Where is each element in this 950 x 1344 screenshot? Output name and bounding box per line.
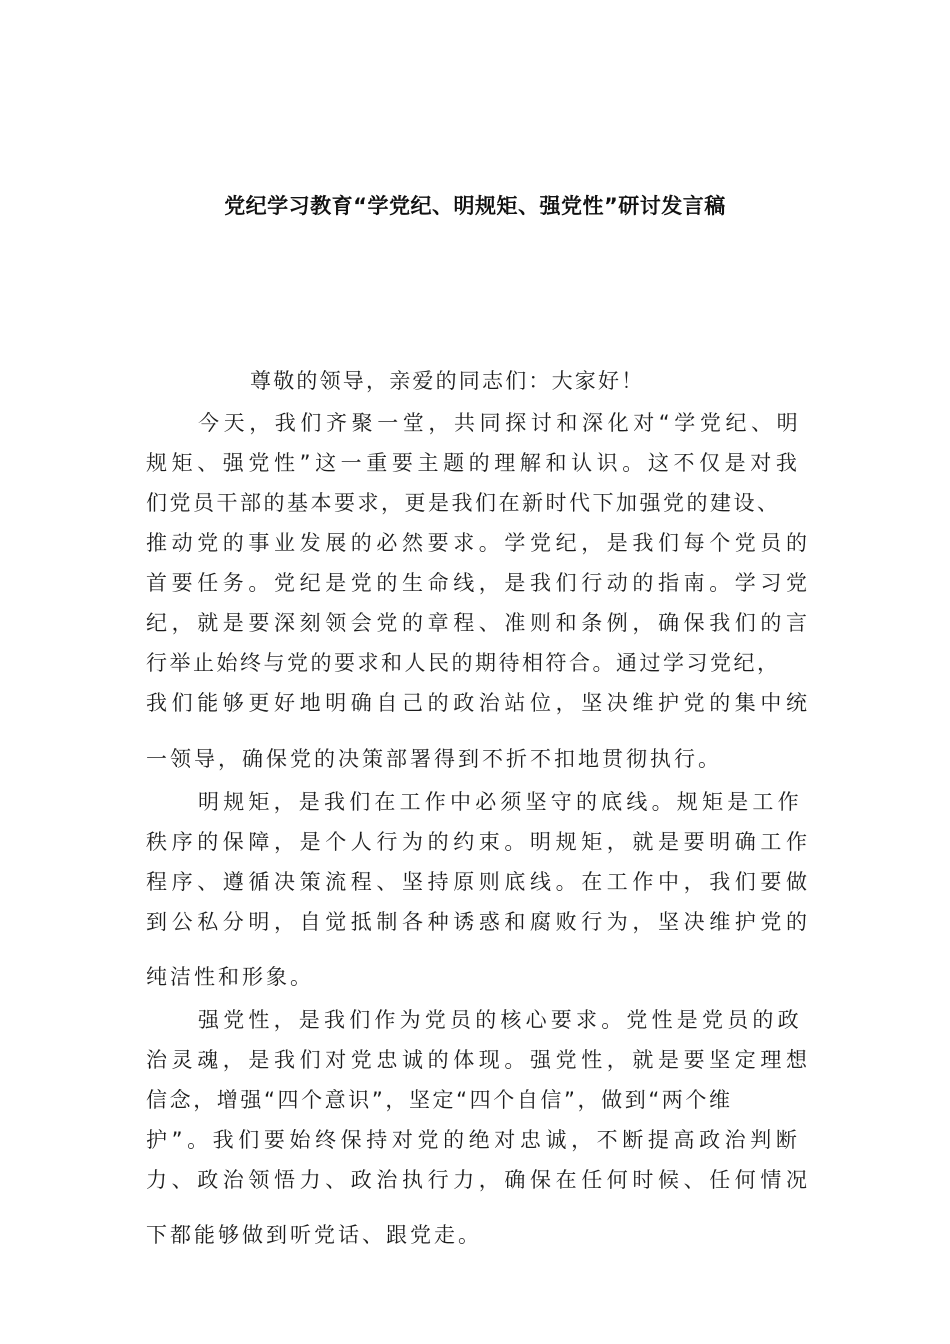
body-line-2: 规矩、强党性”这一重要主题的理解和认识。这不仅是对我 [146, 451, 802, 475]
body-line-8: 我们能够更好地明确自己的政治站位，坚决维护党的集中统 [146, 691, 812, 715]
body-line-1: 今天，我们齐聚一堂，共同探讨和深化对“学党纪、明 [198, 411, 803, 435]
body-line-18: 护”。我们要始终保持对党的绝对忠诚，不断提高政治判断 [146, 1128, 802, 1152]
body-line-14: 纯洁性和形象。 [146, 965, 314, 989]
body-line-4: 推动党的事业发展的必然要求。学党纪，是我们每个党员的 [146, 531, 812, 555]
document-title: 党纪学习教育“学党纪、明规矩、强党性”研讨发言稿 [224, 194, 726, 218]
body-line-17: 信念，增强“四个意识”，坚定“四个自信”，做到“两个维 [146, 1088, 733, 1112]
greeting-line: 尊敬的领导，亲爱的同志们：大家好！ [250, 369, 645, 393]
body-line-16: 治灵魂，是我们对党忠诚的体现。强党性，就是要坚定理想 [146, 1048, 812, 1072]
body-line-15: 强党性，是我们作为党员的核心要求。党性是党员的政 [198, 1008, 803, 1032]
body-line-5: 首要任务。党纪是党的生命线，是我们行动的指南。学习党 [146, 571, 812, 595]
body-line-7: 行举止始终与党的要求和人民的期待相符合。通过学习党纪， [146, 651, 781, 675]
body-line-11: 秩序的保障，是个人行为的约束。明规矩，就是要明确工作 [146, 830, 812, 854]
body-line-9: 一领导，确保党的决策部署得到不折不扣地贯彻执行。 [146, 747, 722, 771]
body-line-12: 程序、遵循决策流程、坚持原则底线。在工作中，我们要做 [146, 870, 812, 894]
body-line-13: 到公私分明，自觉抵制各种诱惑和腐败行为，坚决维护党的 [146, 910, 812, 934]
body-line-20: 下都能够做到听党话、跟党走。 [146, 1223, 482, 1247]
body-line-3: 们党员干部的基本要求，更是我们在新时代下加强党的建设、 [146, 491, 781, 515]
body-line-10: 明规矩，是我们在工作中必须坚守的底线。规矩是工作 [198, 790, 803, 814]
body-line-19: 力、政治领悟力、政治执行力，确保在任何时候、任何情况 [146, 1168, 812, 1192]
body-line-6: 纪，就是要深刻领会党的章程、准则和条例，确保我们的言 [146, 611, 812, 635]
